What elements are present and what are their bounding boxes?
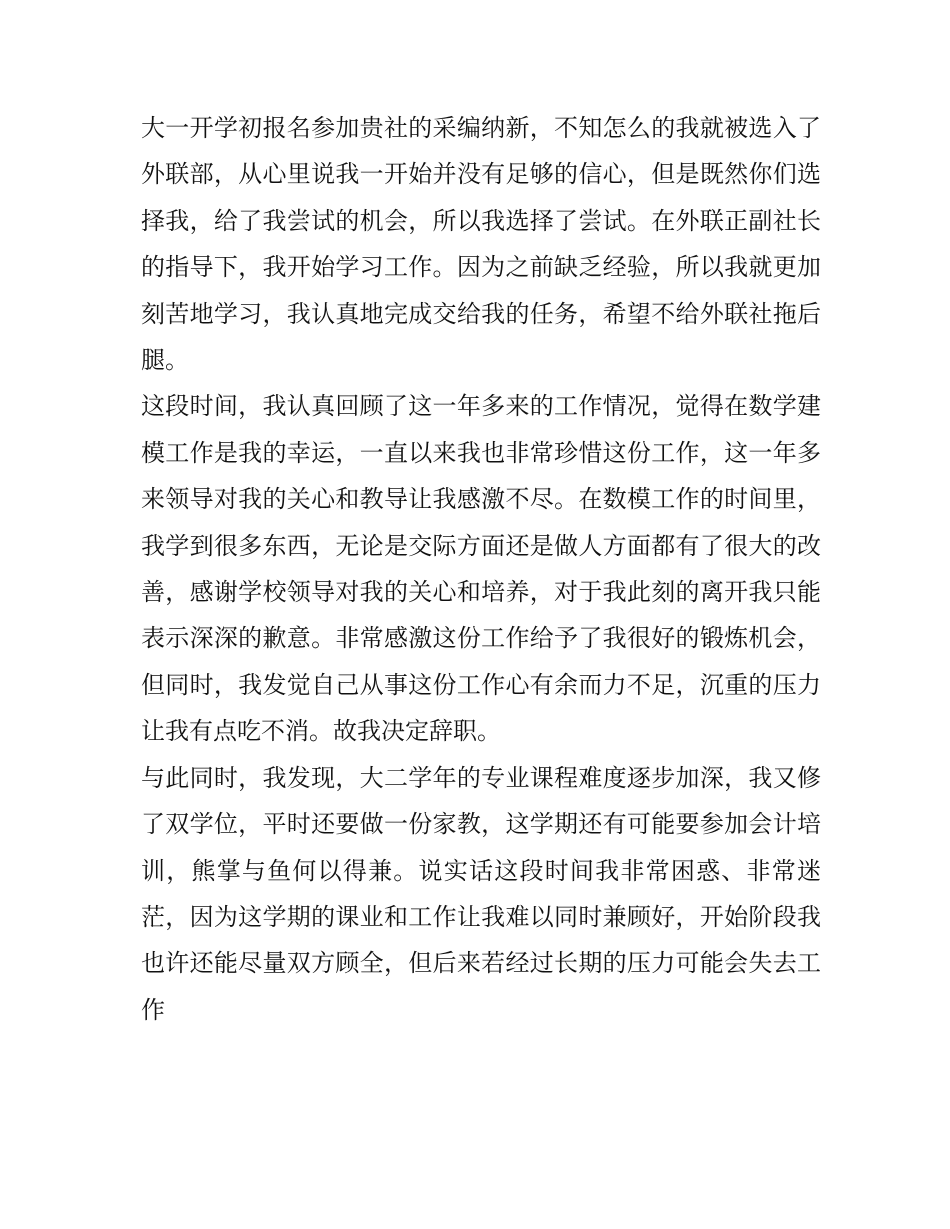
paragraph-1: 大一开学初报名参加贵社的采编纳新，不知怎么的我就被选入了外联部，从心里说我一开始并没有足够的信心，但是既然你们选择我，给了我尝试的机会，所以我选择了尝试。在外联正副社长的指导下，我开始学习工作。因为之前缺乏经验，所以我就更加刻苦地学习，我认真地完成交给我的任务，希望不给外联社拖后腿。 (141, 114, 821, 375)
paragraph-2: 这段时间，我认真回顾了这一年多来的工作情况，觉得在数学建模工作是我的幸运，一直以来我也非常珍惜这份工作，这一年多来领导对我的关心和教导让我感激不尽。在数模工作的时间里，我学到很多东西，无论是交际方面还是做人方面都有了很大的改善，感谢学校领导对我的关心和培养，对于我此刻的离开我只能表示深深的歉意。非常感激这份工作给予了我很好的锻炼机会，但同时，我发觉自己从事这份工作心有余而力不足，沉重的压力让我有点吃不消。故我决定辞职。 (141, 392, 821, 746)
document-body (141, 105, 821, 1033)
paragraph-3: 与此同时，我发现，大二学年的专业课程难度逐步加深，我又修了双学位，平时还要做一份家教，这学期还有可能要参加会计培训，熊掌与鱼何以得兼。说实话这段时间我非常困惑、非常迷茫，因为这学期的课业和工作让我难以同时兼顾好，开始阶段我也许还能尽量双方顾全，但后来若经过长期的压力可能会失去工作 (141, 763, 821, 1024)
